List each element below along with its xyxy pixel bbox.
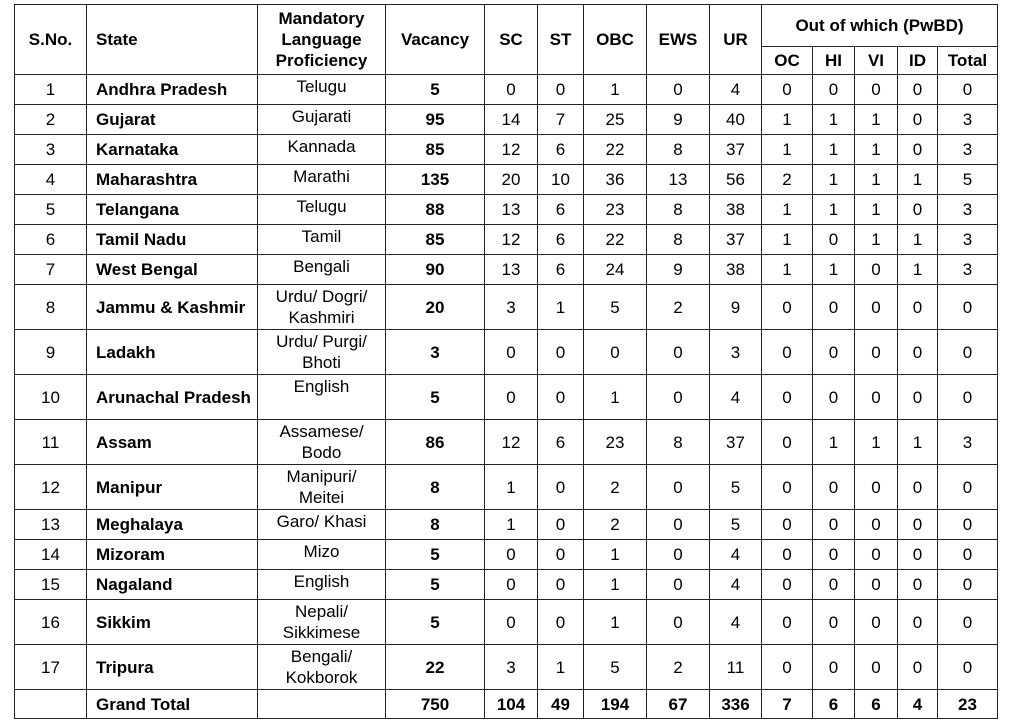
cell-sno: 11: [15, 420, 87, 465]
cell-ews: 2: [647, 285, 710, 330]
cell-sno: 7: [15, 255, 87, 285]
cell-ur: 37: [710, 420, 762, 465]
cell-vacancy: 20: [386, 285, 485, 330]
cell-vacancy: 5: [386, 600, 485, 645]
cell-vacancy: 5: [386, 540, 485, 570]
cell-state: Tripura: [87, 645, 258, 690]
cell-total: 3: [938, 105, 998, 135]
cell-hi: 0: [813, 540, 855, 570]
cell-vacancy: 88: [386, 195, 485, 225]
cell-vi: 0: [855, 600, 898, 645]
cell-ur: 3: [710, 330, 762, 375]
cell-state: Meghalaya: [87, 510, 258, 540]
header-hi: HI: [813, 47, 855, 75]
cell-hi: 1: [813, 135, 855, 165]
cell-hi: 0: [813, 285, 855, 330]
cell-sc: 0: [485, 540, 538, 570]
cell-total: 0: [938, 645, 998, 690]
cell-st: 6: [538, 135, 584, 165]
cell-sno: 17: [15, 645, 87, 690]
table-row: [15, 75, 998, 105]
cell-vacancy: 8: [386, 465, 485, 510]
cell-total: 3: [938, 420, 998, 465]
cell-sc: 14: [485, 105, 538, 135]
cell-ur: 11: [710, 645, 762, 690]
cell-language: Bengali/ Kokborok: [258, 645, 386, 690]
grand-total-oc: 7: [762, 690, 813, 719]
cell-vi: 1: [855, 105, 898, 135]
cell-sc: 0: [485, 570, 538, 600]
cell-ews: 0: [647, 570, 710, 600]
cell-oc: 0: [762, 465, 813, 510]
cell-obc: 23: [584, 420, 647, 465]
cell-obc: 22: [584, 225, 647, 255]
cell-st: 0: [538, 570, 584, 600]
cell-st: 0: [538, 510, 584, 540]
cell-ur: 37: [710, 225, 762, 255]
cell-language: Urdu/ Dogri/ Kashmiri: [258, 285, 386, 330]
cell-state: Andhra Pradesh: [87, 75, 258, 105]
cell-vi: 0: [855, 375, 898, 420]
cell-vacancy: 90: [386, 255, 485, 285]
cell-sc: 13: [485, 255, 538, 285]
cell-oc: 1: [762, 135, 813, 165]
cell-id: 1: [898, 420, 938, 465]
cell-sno: 16: [15, 600, 87, 645]
table-row: [15, 330, 998, 375]
cell-state: Nagaland: [87, 570, 258, 600]
cell-state: Jammu & Kashmir: [87, 285, 258, 330]
cell-hi: 0: [813, 375, 855, 420]
grand-total-hi: 6: [813, 690, 855, 719]
cell-sc: 0: [485, 600, 538, 645]
cell-ews: 0: [647, 375, 710, 420]
cell-vi: 0: [855, 75, 898, 105]
cell-vacancy: 3: [386, 330, 485, 375]
cell-vi: 1: [855, 165, 898, 195]
cell-ews: 0: [647, 75, 710, 105]
cell-hi: 0: [813, 75, 855, 105]
cell-total: 3: [938, 135, 998, 165]
header-id: ID: [898, 47, 938, 75]
cell-id: 0: [898, 75, 938, 105]
cell-vacancy: 5: [386, 375, 485, 420]
cell-ur: 4: [710, 540, 762, 570]
cell-obc: 5: [584, 645, 647, 690]
table-row: [15, 105, 998, 135]
cell-hi: 1: [813, 255, 855, 285]
cell-sno: 8: [15, 285, 87, 330]
cell-oc: 1: [762, 225, 813, 255]
cell-obc: 22: [584, 135, 647, 165]
cell-st: 6: [538, 225, 584, 255]
cell-ews: 2: [647, 645, 710, 690]
cell-sno: 12: [15, 465, 87, 510]
cell-sno: 9: [15, 330, 87, 375]
grand-total-id: 4: [898, 690, 938, 719]
cell-hi: 1: [813, 105, 855, 135]
cell-vacancy: 85: [386, 225, 485, 255]
cell-ews: 13: [647, 165, 710, 195]
cell-oc: 1: [762, 255, 813, 285]
cell-vi: 1: [855, 225, 898, 255]
cell-obc: 2: [584, 510, 647, 540]
cell-oc: 0: [762, 540, 813, 570]
cell-sno: 10: [15, 375, 87, 420]
cell-sno: 15: [15, 570, 87, 600]
cell-oc: 0: [762, 375, 813, 420]
cell-total: 3: [938, 255, 998, 285]
cell-id: 1: [898, 165, 938, 195]
cell-language: Telugu: [258, 195, 386, 225]
cell-sno: 2: [15, 105, 87, 135]
cell-vacancy: 86: [386, 420, 485, 465]
cell-ews: 8: [647, 420, 710, 465]
cell-vi: 0: [855, 330, 898, 375]
grand-total-sno: [15, 690, 87, 719]
cell-ews: 0: [647, 510, 710, 540]
cell-sno: 3: [15, 135, 87, 165]
cell-total: 0: [938, 75, 998, 105]
cell-st: 0: [538, 600, 584, 645]
cell-language: Nepali/ Sikkimese: [258, 600, 386, 645]
cell-sno: 14: [15, 540, 87, 570]
table-row: [15, 165, 998, 195]
cell-oc: 0: [762, 600, 813, 645]
cell-hi: 0: [813, 645, 855, 690]
cell-obc: 24: [584, 255, 647, 285]
cell-vi: 0: [855, 465, 898, 510]
table-row: [15, 285, 998, 330]
cell-state: Mizoram: [87, 540, 258, 570]
table-row: [15, 645, 998, 690]
grand-total-total: 23: [938, 690, 998, 719]
grand-total-st: 49: [538, 690, 584, 719]
cell-language: Garo/ Khasi: [258, 510, 386, 540]
cell-oc: 0: [762, 510, 813, 540]
cell-id: 0: [898, 375, 938, 420]
cell-obc: 1: [584, 600, 647, 645]
table-row: [15, 225, 998, 255]
cell-language: Gujarati: [258, 105, 386, 135]
cell-id: 1: [898, 225, 938, 255]
header-language: Mandatory Language Proficiency: [258, 5, 386, 75]
cell-obc: 0: [584, 330, 647, 375]
cell-ur: 56: [710, 165, 762, 195]
cell-obc: 1: [584, 75, 647, 105]
cell-ur: 4: [710, 600, 762, 645]
cell-id: 0: [898, 600, 938, 645]
cell-sno: 1: [15, 75, 87, 105]
header-sc: SC: [485, 5, 538, 75]
cell-sc: 0: [485, 375, 538, 420]
cell-language: Urdu/ Purgi/ Bhoti: [258, 330, 386, 375]
cell-oc: 2: [762, 165, 813, 195]
header-state: State: [87, 5, 258, 75]
cell-sc: 0: [485, 75, 538, 105]
cell-vacancy: 8: [386, 510, 485, 540]
cell-vacancy: 22: [386, 645, 485, 690]
cell-ews: 8: [647, 195, 710, 225]
cell-ews: 9: [647, 105, 710, 135]
cell-hi: 0: [813, 330, 855, 375]
cell-st: 1: [538, 285, 584, 330]
cell-id: 0: [898, 465, 938, 510]
cell-oc: 0: [762, 330, 813, 375]
cell-sc: 20: [485, 165, 538, 195]
cell-total: 0: [938, 330, 998, 375]
cell-id: 1: [898, 255, 938, 285]
cell-hi: 1: [813, 420, 855, 465]
table-row: [15, 375, 998, 420]
cell-language: Tamil: [258, 225, 386, 255]
table-row: [15, 540, 998, 570]
cell-state: Karnataka: [87, 135, 258, 165]
cell-state: Assam: [87, 420, 258, 465]
cell-sno: 4: [15, 165, 87, 195]
cell-hi: 1: [813, 195, 855, 225]
cell-obc: 1: [584, 375, 647, 420]
cell-vi: 0: [855, 645, 898, 690]
cell-st: 0: [538, 465, 584, 510]
cell-state: Manipur: [87, 465, 258, 510]
cell-oc: 0: [762, 285, 813, 330]
cell-st: 0: [538, 540, 584, 570]
cell-total: 5: [938, 165, 998, 195]
cell-language: Kannada: [258, 135, 386, 165]
cell-id: 0: [898, 285, 938, 330]
cell-vi: 1: [855, 420, 898, 465]
cell-oc: 0: [762, 420, 813, 465]
cell-st: 6: [538, 255, 584, 285]
cell-oc: 1: [762, 195, 813, 225]
cell-obc: 1: [584, 570, 647, 600]
cell-sc: 3: [485, 645, 538, 690]
cell-st: 6: [538, 195, 584, 225]
cell-hi: 0: [813, 510, 855, 540]
cell-total: 0: [938, 510, 998, 540]
table-footer: [15, 690, 998, 719]
cell-sc: 13: [485, 195, 538, 225]
cell-vacancy: 85: [386, 135, 485, 165]
grand-total-sc: 104: [485, 690, 538, 719]
cell-ews: 0: [647, 540, 710, 570]
table-row: [15, 600, 998, 645]
cell-st: 0: [538, 375, 584, 420]
cell-st: 7: [538, 105, 584, 135]
cell-ur: 38: [710, 195, 762, 225]
cell-ur: 4: [710, 570, 762, 600]
cell-oc: 0: [762, 645, 813, 690]
cell-id: 0: [898, 510, 938, 540]
cell-st: 0: [538, 330, 584, 375]
cell-obc: 1: [584, 540, 647, 570]
grand-total-language: [258, 690, 386, 719]
cell-ur: 4: [710, 75, 762, 105]
header-ur: UR: [710, 5, 762, 75]
cell-language: Bengali: [258, 255, 386, 285]
cell-state: Gujarat: [87, 105, 258, 135]
cell-total: 0: [938, 540, 998, 570]
cell-vacancy: 5: [386, 570, 485, 600]
cell-sc: 12: [485, 225, 538, 255]
header-st: ST: [538, 5, 584, 75]
cell-vi: 0: [855, 285, 898, 330]
cell-ur: 5: [710, 465, 762, 510]
cell-vi: 1: [855, 135, 898, 165]
cell-ur: 9: [710, 285, 762, 330]
cell-vi: 0: [855, 540, 898, 570]
cell-obc: 2: [584, 465, 647, 510]
cell-obc: 25: [584, 105, 647, 135]
cell-id: 0: [898, 570, 938, 600]
cell-ur: 40: [710, 105, 762, 135]
header-total: Total: [938, 47, 998, 75]
cell-hi: 0: [813, 225, 855, 255]
cell-sc: 12: [485, 420, 538, 465]
cell-total: 0: [938, 375, 998, 420]
cell-language: Marathi: [258, 165, 386, 195]
grand-total-label: Grand Total: [87, 690, 258, 719]
cell-obc: 5: [584, 285, 647, 330]
cell-total: 0: [938, 285, 998, 330]
cell-ews: 8: [647, 225, 710, 255]
cell-vi: 1: [855, 195, 898, 225]
grand-total-ews: 67: [647, 690, 710, 719]
cell-ur: 37: [710, 135, 762, 165]
cell-state: Maharashtra: [87, 165, 258, 195]
grand-total-vacancy: 750: [386, 690, 485, 719]
cell-state: West Bengal: [87, 255, 258, 285]
cell-hi: 1: [813, 165, 855, 195]
cell-id: 0: [898, 645, 938, 690]
cell-language: Mizo: [258, 540, 386, 570]
cell-sc: 0: [485, 330, 538, 375]
cell-state: Ladakh: [87, 330, 258, 375]
cell-id: 0: [898, 135, 938, 165]
cell-oc: 1: [762, 105, 813, 135]
cell-vacancy: 95: [386, 105, 485, 135]
cell-ews: 9: [647, 255, 710, 285]
header-pwbd-group: Out of which (PwBD): [762, 5, 998, 47]
cell-id: 0: [898, 195, 938, 225]
cell-ews: 8: [647, 135, 710, 165]
header-vi: VI: [855, 47, 898, 75]
header-oc: OC: [762, 47, 813, 75]
grand-total-obc: 194: [584, 690, 647, 719]
cell-ur: 5: [710, 510, 762, 540]
vacancy-table: [14, 4, 998, 719]
cell-obc: 36: [584, 165, 647, 195]
table-row: [15, 570, 998, 600]
cell-language: English: [258, 375, 386, 420]
cell-vi: 0: [855, 255, 898, 285]
cell-vi: 0: [855, 570, 898, 600]
cell-language: Assamese/ Bodo: [258, 420, 386, 465]
table-header: [15, 5, 998, 75]
cell-state: Sikkim: [87, 600, 258, 645]
table-row: [15, 195, 998, 225]
cell-sc: 12: [485, 135, 538, 165]
cell-total: 3: [938, 225, 998, 255]
cell-language: English: [258, 570, 386, 600]
table-row: [15, 465, 998, 510]
header-vacancy: Vacancy: [386, 5, 485, 75]
header-sno: S.No.: [15, 5, 87, 75]
cell-hi: 0: [813, 600, 855, 645]
cell-sno: 6: [15, 225, 87, 255]
table-row: [15, 255, 998, 285]
table-body: [15, 75, 998, 690]
cell-hi: 0: [813, 465, 855, 510]
grand-total-row: [15, 690, 998, 719]
cell-st: 0: [538, 75, 584, 105]
cell-id: 0: [898, 540, 938, 570]
cell-ur: 38: [710, 255, 762, 285]
cell-oc: 0: [762, 75, 813, 105]
cell-language: Manipuri/ Meitei: [258, 465, 386, 510]
table-row: [15, 510, 998, 540]
cell-sc: 1: [485, 510, 538, 540]
cell-ews: 0: [647, 600, 710, 645]
cell-ews: 0: [647, 330, 710, 375]
cell-sno: 5: [15, 195, 87, 225]
cell-id: 0: [898, 105, 938, 135]
cell-state: Arunachal Pradesh: [87, 375, 258, 420]
header-obc: OBC: [584, 5, 647, 75]
cell-vi: 0: [855, 510, 898, 540]
cell-ur: 4: [710, 375, 762, 420]
header-ews: EWS: [647, 5, 710, 75]
cell-sc: 3: [485, 285, 538, 330]
cell-total: 0: [938, 570, 998, 600]
cell-st: 10: [538, 165, 584, 195]
grand-total-ur: 336: [710, 690, 762, 719]
cell-vacancy: 5: [386, 75, 485, 105]
cell-ews: 0: [647, 465, 710, 510]
cell-total: 3: [938, 195, 998, 225]
cell-state: Tamil Nadu: [87, 225, 258, 255]
cell-obc: 23: [584, 195, 647, 225]
cell-total: 0: [938, 600, 998, 645]
vacancy-table-container: [14, 4, 998, 719]
cell-id: 0: [898, 330, 938, 375]
cell-sc: 1: [485, 465, 538, 510]
cell-oc: 0: [762, 570, 813, 600]
cell-hi: 0: [813, 570, 855, 600]
cell-total: 0: [938, 465, 998, 510]
table-row: [15, 420, 998, 465]
cell-st: 1: [538, 645, 584, 690]
cell-vacancy: 135: [386, 165, 485, 195]
cell-st: 6: [538, 420, 584, 465]
cell-sno: 13: [15, 510, 87, 540]
table-row: [15, 135, 998, 165]
grand-total-vi: 6: [855, 690, 898, 719]
cell-state: Telangana: [87, 195, 258, 225]
cell-language: Telugu: [258, 75, 386, 105]
